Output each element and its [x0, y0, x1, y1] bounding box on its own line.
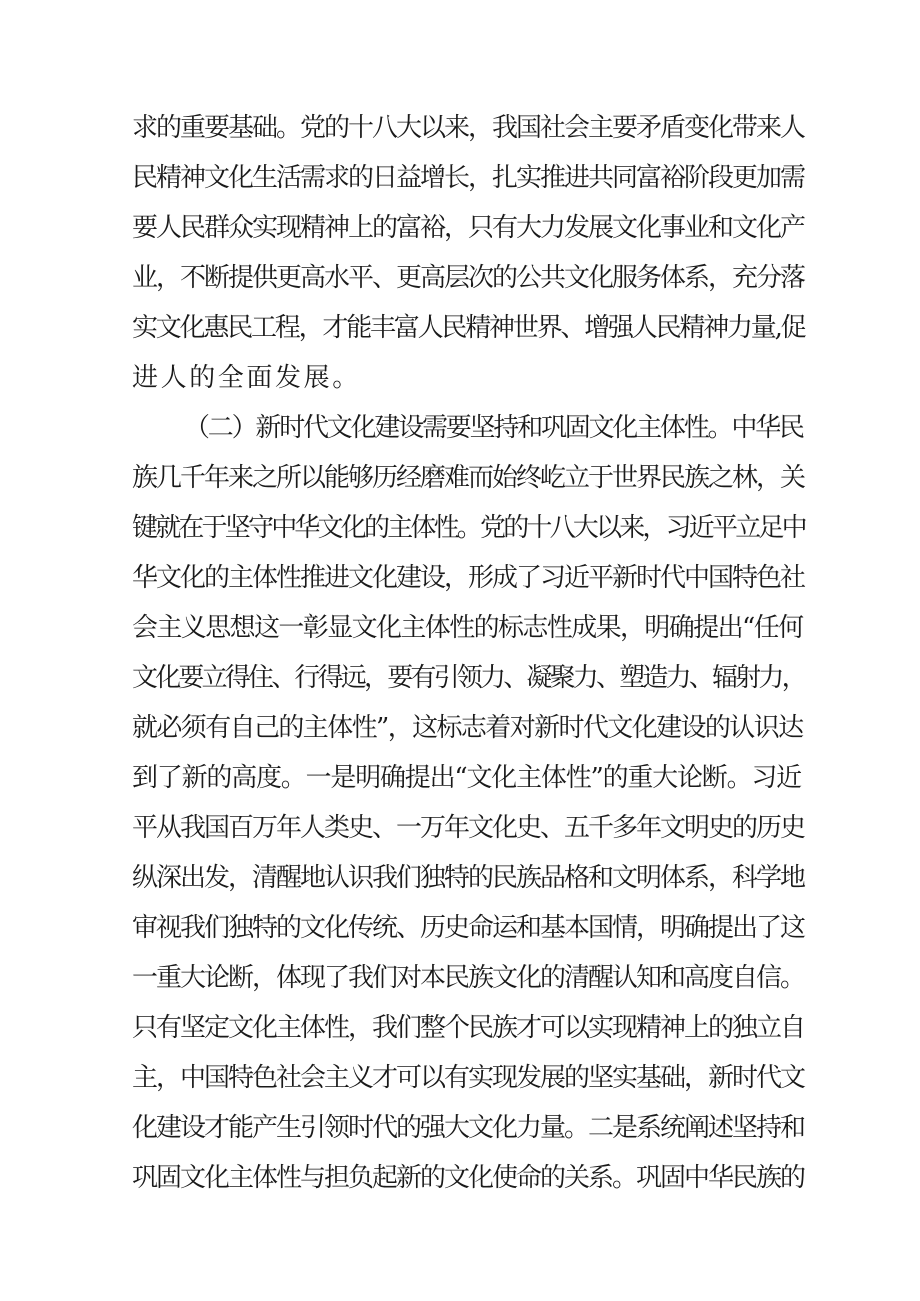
- paragraph-line: 就必须有自己的主体性”，这标志着对新时代文化建设的认识达: [132, 713, 803, 743]
- section-heading-line: （二）新时代文化建设需要坚持和巩固文化主体性。中华民: [184, 413, 803, 443]
- paragraph-line: 民精神文化生活需求的日益增长，扎实推进共同富裕阶段更加需: [132, 163, 805, 193]
- paragraph-line: 一重大论断，体现了我们对本民族文化的清醒认知和高度自信。: [132, 963, 805, 993]
- paragraph-line: 业，不断提供更高水平、更高层次的公共文化服务体系，充分落: [132, 263, 805, 293]
- paragraph-line: 平从我国百万年人类史、一万年文化史、五千多年文明史的历史: [132, 813, 805, 843]
- paragraph-line: 会主义思想这一彰显文化主体性的标志性成果，明确提出“任何: [132, 613, 803, 643]
- paragraph-line: 纵深出发，清醒地认识我们独特的民族品格和文明体系，科学地: [132, 863, 805, 893]
- paragraph-line: 到了新的高度。一是明确提出“文化主体性”的重大论断。习近: [132, 763, 801, 793]
- paragraph-line: 族几千年来之所以能够历经磨难而始终屹立于世界民族之林，关: [132, 463, 805, 493]
- paragraph-line: 华文化的主体性推进文化建设，形成了习近平新时代中国特色社: [132, 563, 805, 593]
- paragraph-line: 审视我们独特的文化传统、历史命运和基本国情，明确提出了这: [132, 913, 805, 943]
- paragraph-line: 要人民群众实现精神上的富裕，只有大力发展文化事业和文化产: [132, 213, 805, 243]
- paragraph-line: 进人的全面发展。: [132, 363, 361, 393]
- paragraph-line: 实文化惠民工程，才能丰富人民精神世界、增强人民精神力量,促: [132, 313, 805, 343]
- paragraph-line: 主，中国特色社会主义才可以有实现发展的坚实基础，新时代文: [132, 1063, 805, 1093]
- paragraph-line: 求的重要基础。党的十八大以来，我国社会主要矛盾变化带来人: [132, 113, 805, 143]
- paragraph-line: 文化要立得住、行得远，要有引领力、凝聚力、塑造力、辐射力，: [132, 663, 805, 693]
- paragraph-line: 只有坚定文化主体性，我们整个民族才可以实现精神上的独立自: [132, 1013, 805, 1043]
- paragraph-line: 键就在于坚守中华文化的主体性。党的十八大以来，习近平立足中: [132, 513, 805, 543]
- paragraph-line: 化建设才能产生引领时代的强大文化力量。二是系统阐述坚持和: [132, 1113, 805, 1143]
- paragraph-line: 巩固文化主体性与担负起新的文化使命的关系。巩固中华民族的: [132, 1163, 805, 1193]
